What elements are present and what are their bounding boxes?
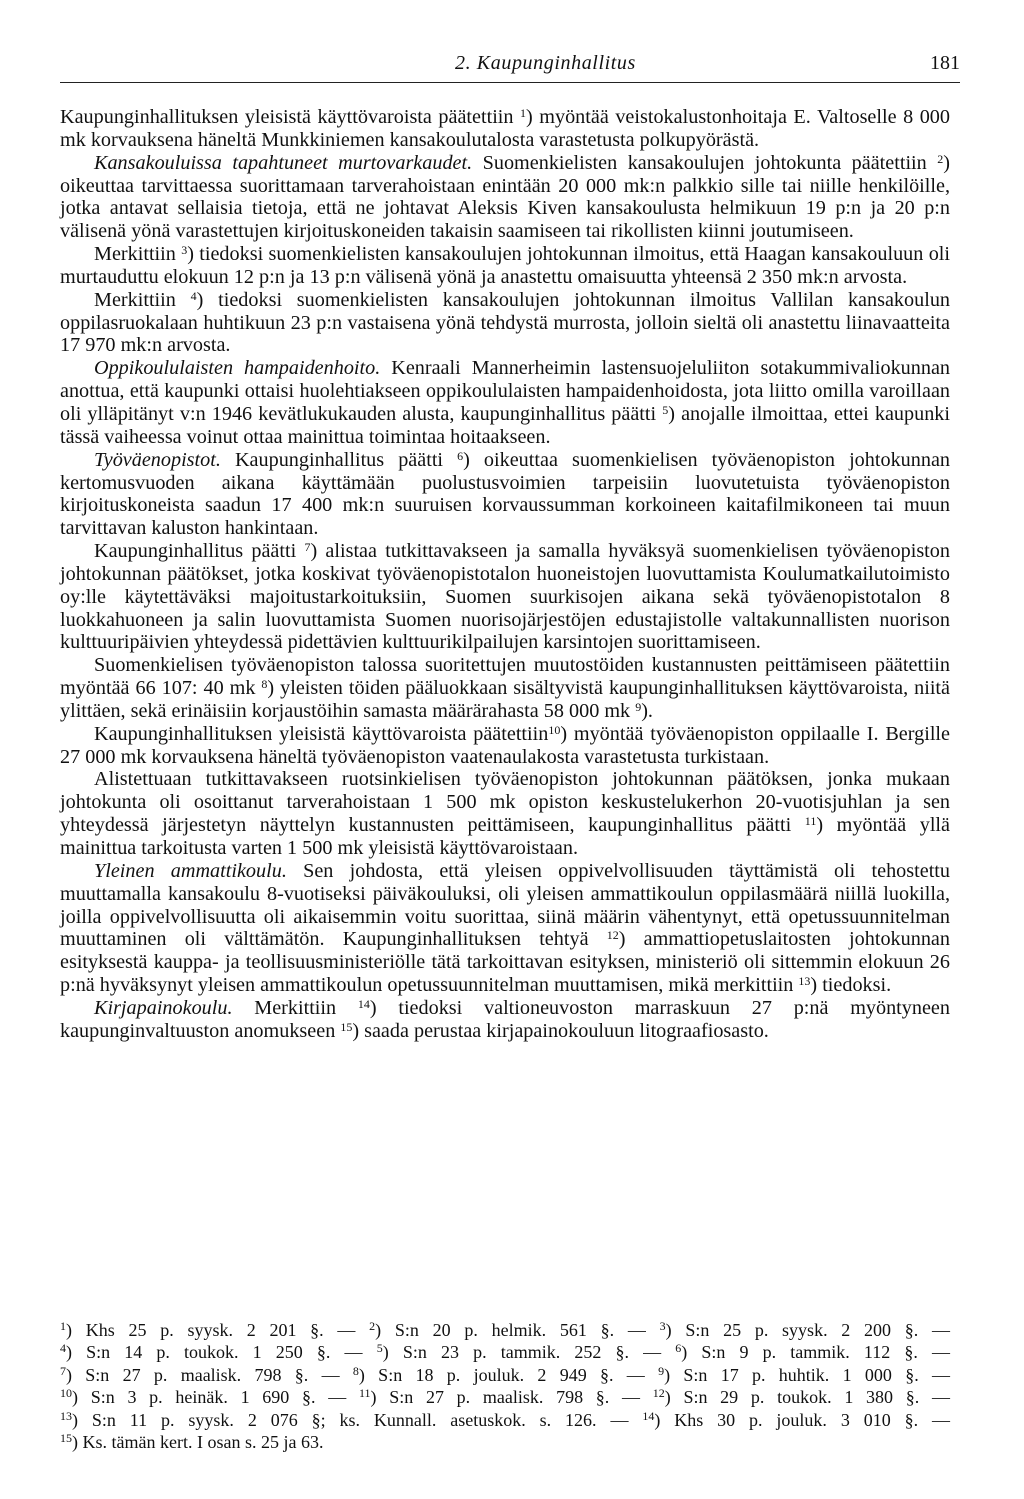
section-heading: Kirjapainokoulu.	[94, 996, 233, 1019]
paragraph	[60, 152, 950, 243]
text-run: ) S:n 14 p. toukok. 1 250 §. —	[66, 1342, 377, 1363]
running-header	[60, 48, 960, 83]
text-run: ) Ks. tämän kert. I osan s. 25 ja 63.	[72, 1432, 324, 1453]
text-run: Suomenkielisen työväenopiston talossa suoritettujen muutostöiden kustannusten peittämiseen päätettiin myöntää 66 107: 40 mk	[60, 654, 950, 700]
footnote-line	[60, 1364, 950, 1386]
text-run: ) S:n 29 p. toukok. 1 380 §. —	[664, 1387, 950, 1408]
section-heading: Kansakouluissa tapahtuneet murtovarkaudet.	[94, 151, 473, 174]
text-run: Alistettuaan tutkittavakseen ruotsinkielisen työväenopiston johtokunnan päätöksen, jonka mukaan johtokunta oli osoittanut tarverahoistaan 1 500 mk opiston keskustelukerhon 20-vuotisjuhlan ja sen yhteydessä järjestetyn näyttelyn kustannusten peittämiseen, kaupunginhallitus päätti	[60, 768, 950, 837]
text-run: Kaupunginhallituksen yleisistä käyttövaroista päätettiin	[94, 722, 549, 745]
paragraph	[60, 723, 950, 769]
text-run: ) S:n 20 p. helmik. 561 §. —	[375, 1320, 660, 1340]
paragraph	[60, 860, 950, 997]
text-run: ) myöntää yllä mainittua tarkoitusta varten 1 500 mk yleisistä käyttövaroistaan.	[60, 814, 950, 859]
text-run: Merkittiin	[232, 996, 358, 1019]
text-run: ) myöntää veistokalustonhoitaja E. Valtoselle 8 000 mk korvauksena häneltä Munkkiniemen kansakoulutalosta varastetusta polkupyörästä.	[60, 106, 950, 151]
text-run: ) S:n 3 p. heinäk. 1 690 §. —	[72, 1387, 359, 1408]
footnote-ref: 3	[181, 243, 188, 258]
text-run: ) myöntää työväenopiston oppilaalle I. Bergille 27 000 mk korvauksena häneltä työväenopiston vaatenaulakosta varastetusta turkistaan.	[60, 722, 950, 768]
text-run: ) S:n 17 p. huhtik. 1 000 §. —	[664, 1364, 950, 1385]
footnote-ref: 2	[937, 151, 944, 166]
footnote-ref: 7	[304, 540, 311, 555]
paragraph	[60, 540, 950, 654]
footnote-ref: 3	[659, 1319, 666, 1333]
footnote-ref: 1	[60, 1319, 66, 1333]
text-run: ) Khs 30 p. jouluk. 3 010 §. —	[654, 1409, 951, 1430]
footnote-ref: 15	[60, 1431, 72, 1446]
text-run: ) oikeuttaa suomenkielisen työväenopiston johtokunnan kertomusvuoden aikana käyttämään puolustusvoimien tarpeisiin luovutetuista työväenopiston kirjoituskoneista saadun 17 400 mk:n suuruisen korvaussumman korkoineen kaitafilmikoneen tai muun tarvittavan kaluston hankintaan.	[60, 448, 950, 540]
text-run: Suomenkielisten kansakoulujen johtokunta päätettiin	[472, 151, 938, 174]
footnote-ref: 11	[358, 1386, 371, 1401]
page-number: 181	[930, 52, 960, 74]
section-heading: Oppikoululaisten hampaidenhoito.	[94, 357, 381, 380]
running-title: 2. Kaupunginhallitus	[455, 52, 636, 74]
text-run: ) oikeuttaa tarvittaessa suorittamaan tarverahoistaan enintään 20 000 mk:n palkkio sille tai niille henkilöille, jotka antavat sellaisia tietoja, että ne johtavat Aleksis Kiven kansakoulusta helmikuun 19 p:n ja 20 p:n välisenä yönä varastettujen kirjoituskoneiden takaisin saamiseen tai rikollisten kiinni joutumiseen.	[60, 151, 950, 243]
footnote-ref: 6	[457, 448, 464, 463]
footnote-line	[60, 1319, 950, 1341]
text-run: ).	[641, 699, 653, 722]
text-run: Kenraali Mannerheimin lastensuojeluliiton sotakummivaliokunnan anottua, että kaupunki ottaisi huolehtiakseen oppikoululaisten hampaidenhoidosta, jota liitto omilla varoillaan oli ylläpitänyt v:n 1946 kevätlukukauden alusta, kaupunginhallitus päätti	[60, 357, 950, 425]
paragraph	[60, 289, 950, 358]
footnote-ref: 14	[642, 1408, 655, 1423]
section-heading: Yleinen ammattikoulu.	[94, 859, 287, 882]
text-run: ) tiedoksi valtioneuvoston marraskuun 27 p:nä myöntyneen kaupunginvaltuuston anomukseen	[60, 996, 950, 1042]
text-run: Kaupunginhallituksen yleisistä käyttövaroista päätettiin	[60, 106, 521, 128]
text-run: ) S:n 27 p. maalisk. 798 §. —	[370, 1387, 653, 1408]
text-run: ) saada perustaa kirjapainokouluun litograafiosasto.	[352, 1019, 769, 1042]
footnote-ref: 7	[60, 1363, 66, 1378]
text-run: ) S:n 9 p. tammik. 112 §. —	[681, 1342, 950, 1363]
footnote-ref: 13	[798, 974, 811, 989]
text-run: Sen johdosta, että yleisen oppivelvollisuuden täyttämistä oli tehostettu muuttamalla kansakoulu 8-vuotiseksi päiväkouluksi, oli yleisen ammattikoulun oppilasmäärä niillä luokilla, joilla oppivelvollisuutta oli aikaisemmin voitu suorittaa, siinä määrin vähentynyt, että opetussuunnitelman muuttaminen oli välttämätön. Kaupunginhallituksen tehtyä	[60, 859, 950, 951]
paragraph	[60, 243, 950, 289]
footnote-ref: 11	[804, 814, 817, 829]
footnote-ref: 6	[675, 1341, 682, 1356]
paragraph	[60, 106, 950, 152]
footnote-ref: 2	[369, 1319, 376, 1333]
text-run: Merkittiin	[94, 243, 182, 266]
paragraph	[60, 449, 950, 540]
text-run: ) yleisten töiden pääluokkaan sisältyvistä kaupunginhallituksen käyttövaroista, niitä ylittäen, sekä erinäisiin korjaustöihin samasta määrärahasta 58 000 mk	[60, 677, 950, 722]
footnote-ref: 10	[548, 722, 561, 737]
text-run: ) tiedoksi.	[810, 974, 892, 997]
text-run: ) S:n 11 p. syysk. 2 076 §; ks. Kunnall. asetuskok. s. 126. —	[72, 1409, 643, 1430]
text-run: ) ammattiopetuslaitosten johtokunnan esityksestä kauppa- ja teollisuusministeriölle tätä tarkoittavan esityksen, ministeriö oli sittemmin elokuun 26 p:nä hyväksynyt yleisen ammattikoulun opetussuunnitelman muuttamisen, mikä merkittiin	[60, 928, 950, 997]
text-run: ) tiedoksi suomenkielisten kansakoulujen johtokunnan ilmoitus, että Haagan kansakouluun oli murtauduttu elokuun 12 p:n ja 13 p:n välisenä yönä ja anastettu omaisuutta yhteensä 2 350 mk:n arvosta.	[60, 243, 950, 288]
footnote-ref: 12	[652, 1386, 665, 1401]
footnote-ref: 5	[376, 1341, 383, 1356]
footnote-ref: 1	[520, 106, 527, 120]
paragraph	[60, 997, 950, 1043]
body-text	[60, 106, 950, 1043]
text-run: Merkittiin	[94, 288, 191, 311]
footnote-ref: 5	[662, 402, 669, 417]
text-run: Kaupunginhallitus päätti	[220, 448, 458, 471]
text-run: Kaupunginhallitus päätti	[94, 540, 305, 563]
text-run: ) S:n 18 p. jouluk. 2 949 §. —	[358, 1364, 659, 1385]
footnote-ref: 15	[340, 1019, 353, 1034]
footnotes	[60, 1314, 950, 1453]
footnote-lines	[60, 1319, 950, 1453]
text-run: ) alistaa tutkittavakseen ja samalla hyväksyä suomenkielisen työväenopiston johtokunnan päätökset, jotka koskivat työväenopistotalon huoneistojen luovuttamista Koulumatkailutoimisto oy:lle käytettäväksi majoitustarkoituksiin, Suomen suurkisojen aikana sekä työväenopistotalon 8 luokkahuoneen ja salin luovuttamista Suomen nuorisojärjestöjen edustajistolle valtakunnallisten nuorison kulttuuripäivien yhteydessä pidettävien kulttuurikilpailujen karsintojen suorittamiseen.	[60, 540, 950, 654]
text-run: ) S:n 25 p. syysk. 2 200 §. —	[665, 1320, 951, 1340]
paragraph	[60, 768, 950, 859]
footnote-ref: 4	[190, 288, 197, 303]
paragraph	[60, 654, 950, 723]
footnote-line	[60, 1409, 950, 1431]
text-run: ) anojalle ilmoittaa, ettei kaupunki tässä vaiheessa voinut ottaa mainittua toimintaa hoitaakseen.	[60, 402, 950, 448]
footnote-ref: 4	[60, 1341, 66, 1356]
text-run: ) Khs 25 p. syysk. 2 201 §. —	[66, 1320, 370, 1340]
footnote-ref: 8	[261, 677, 268, 692]
text-run: ) tiedoksi suomenkielisten kansakoulujen johtokunnan ilmoitus Vallilan kansakoulun oppilasruokalaan huhtikuun 23 p:n vastaisena yönä tehdystä murrosta, jolloin sieltä oli anastettu liinavaatteita 17 970 mk:n arvosta.	[60, 288, 951, 357]
footnote-ref: 8	[352, 1363, 359, 1378]
paragraph	[60, 357, 950, 448]
footnote-line	[60, 1341, 950, 1363]
footnote-line	[60, 1386, 950, 1408]
text-run: ) S:n 27 p. maalisk. 798 §. —	[66, 1364, 353, 1385]
footnote-ref: 13	[60, 1408, 72, 1423]
section-heading: Työväenopistot.	[94, 448, 221, 471]
footnote-line	[60, 1431, 950, 1453]
footnote-ref: 9	[635, 699, 642, 714]
footnote-ref: 9	[658, 1363, 665, 1378]
footnote-ref: 14	[357, 996, 370, 1011]
footnote-ref: 10	[60, 1386, 72, 1401]
footnote-ref: 12	[606, 928, 619, 943]
text-run: ) S:n 23 p. tammik. 252 §. —	[382, 1342, 676, 1363]
